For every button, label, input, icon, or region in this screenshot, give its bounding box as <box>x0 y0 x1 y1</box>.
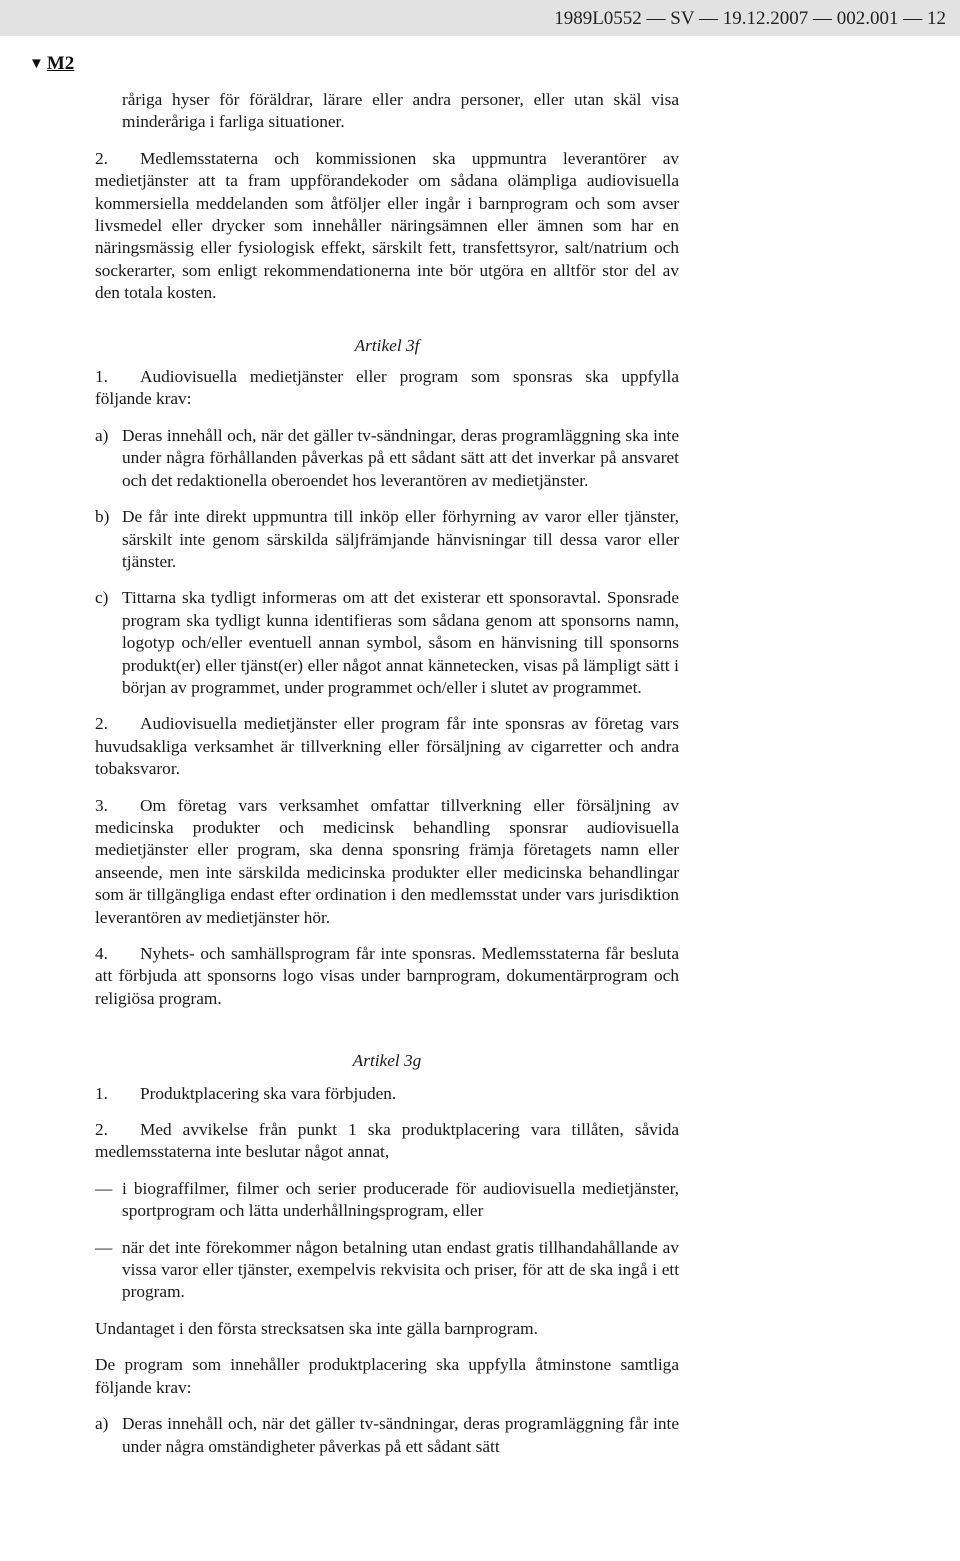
paragraph-text: Nyhets- och samhällsprogram får inte sponsras. Medlemsstaterna får besluta att förbjuda att sponsorns logo visas under barnprogram, dokumentärprogram och religiösa program. <box>95 944 679 1008</box>
list-item-text: De får inte direkt uppmuntra till inköp eller förhyrning av varor eller tjänster, särskilt inte genom särskilda säljfrämjande hänvisningar till dessa varor eller tjänster. <box>122 507 679 571</box>
paragraph-3f-1 <box>95 366 679 411</box>
paragraph-2 <box>95 148 679 305</box>
paragraph-number: 1. <box>95 1083 108 1103</box>
list-item-3f-b <box>95 506 679 573</box>
dash-item-1 <box>95 1178 679 1223</box>
list-item-3f-a <box>95 425 679 492</box>
amendment-code: M2 <box>46 53 75 74</box>
list-item-text: Deras innehåll och, när det gäller tv-sändningar, deras programläggning får inte under några omständigheter påverkas på ett sådant sätt <box>122 1414 679 1456</box>
list-marker: b) <box>95 507 110 527</box>
paragraph-number: 2. <box>95 714 108 734</box>
paragraph-requirements: De program som innehåller produktplacering ska uppfylla åtminstone samtliga följande krav: <box>95 1355 679 1397</box>
list-marker: a) <box>95 1414 109 1434</box>
list-item-3g-a <box>95 1413 679 1458</box>
dash-item-text: när det inte förekommer någon betalning utan endast gratis tillhandahållande av vissa varor eller tjänster, exempelvis rekvisita och priser, för att de ska ingå i ett program. <box>122 1237 679 1302</box>
paragraph-continuation: råriga hyser för föräldrar, lärare eller andra personer, eller utan skäl visa minderåriga i farliga situationer. <box>122 90 679 132</box>
paragraph-number: 4. <box>95 944 108 963</box>
paragraph-number: 1. <box>95 367 108 387</box>
paragraph-exception: Undantaget i den första strecksatsen ska inte gälla barnprogram. <box>95 1318 538 1338</box>
paragraph-text: Audiovisuella medietjänster eller program som sponsras ska uppfylla följande krav: <box>95 367 679 409</box>
paragraph-text: Om företag vars verksamhet omfattar tillverkning eller försäljning av medicinska produkter och medicinsk behandling sponsrar audiovisuella medietjänster eller program, ska denna sponsring främja företagets namn eller anseende, men inte särskilda medicinska produkter eller medicinska behandlingar som är tillgängliga endast efter ordination i den medlemsstat under vars jurisdiktion leverantören av medietjänster hör. <box>95 795 679 927</box>
list-marker: c) <box>95 588 109 608</box>
document-reference: 1989L0552 — SV — 19.12.2007 — 002.001 — 12 <box>554 8 946 29</box>
dash-marker: — <box>95 1178 113 1198</box>
list-item-text: Tittarna ska tydligt informeras om att det existerar ett sponsoravtal. Sponsrade program ska tydligt kunna identifieras som sådana genom att sponsorns namn, logotyp och/eller eventuell annan symbol, såsom en hänvisning till sponsorns produkt(er) eller tjänst(er) eller något annat kännetecken, visas på lämpligt sätt i början av programmet, under programmet och/eller i slutet av programmet. <box>122 588 679 697</box>
paragraph-3f-2 <box>95 713 679 780</box>
paragraph-3g-2 <box>95 1119 679 1164</box>
amendment-marker[interactable] <box>29 53 74 76</box>
paragraph-number: 2. <box>95 1120 108 1140</box>
document-body <box>95 89 679 1458</box>
page-header <box>0 0 960 36</box>
list-item-text: Deras innehåll och, när det gäller tv-sändningar, deras programläggning ska inte under några förhållanden påverkas på ett sådant sätt att det inverkar på ansvaret och det redaktionella oberoendet hos leverantören av medietjänster. <box>122 425 679 490</box>
paragraph-3f-4 <box>95 943 679 1010</box>
paragraph-text: Med avvikelse från punkt 1 ska produktplacering vara tillåten, såvida medlemsstaterna inte beslutar något annat, <box>95 1120 679 1162</box>
list-item-3f-c <box>95 587 679 699</box>
paragraph-text: Audiovisuella medietjänster eller program får inte sponsras av företag vars huvudsakliga verksamhet är tillverkning eller försäljning av cigarretter och andra tobaksvaror. <box>95 714 679 779</box>
paragraph-3f-3 <box>95 795 679 929</box>
paragraph-3g-1 <box>95 1083 679 1105</box>
list-marker: a) <box>95 425 109 445</box>
dash-item-text: i biograffilmer, filmer och serier producerade för audiovisuella medietjänster, sportprogram och lätta underhållningsprogram, eller <box>122 1178 679 1221</box>
dash-marker: — <box>95 1237 113 1257</box>
paragraph-number: 2. <box>95 148 108 168</box>
article-title-3f: Artikel 3f <box>354 335 420 355</box>
article-title-3g: Artikel 3g <box>352 1051 422 1071</box>
dash-item-2 <box>95 1237 679 1304</box>
paragraph-text: Produktplacering ska vara förbjuden. <box>140 1083 397 1103</box>
paragraph-text: Medlemsstaterna och kommissionen ska uppmuntra leverantörer av medietjänster att ta fram uppförandekoder om sådana olämpliga audiovisuella kommersiella meddelanden som åtföljer eller ingår i barnprogram och som avser livsmedel eller drycker som innehåller näringsämnen eller ämnen som har en näringsmässig eller fysiologisk effekt, särskilt fett, transfettsyror, salt/natrium och sockerarter, som enligt rekommendationerna inte bör utgöra en alltför stor del av den totala kosten. <box>95 148 679 303</box>
triangle-down-icon: ▼ <box>29 56 44 72</box>
paragraph-number: 3. <box>95 795 108 815</box>
